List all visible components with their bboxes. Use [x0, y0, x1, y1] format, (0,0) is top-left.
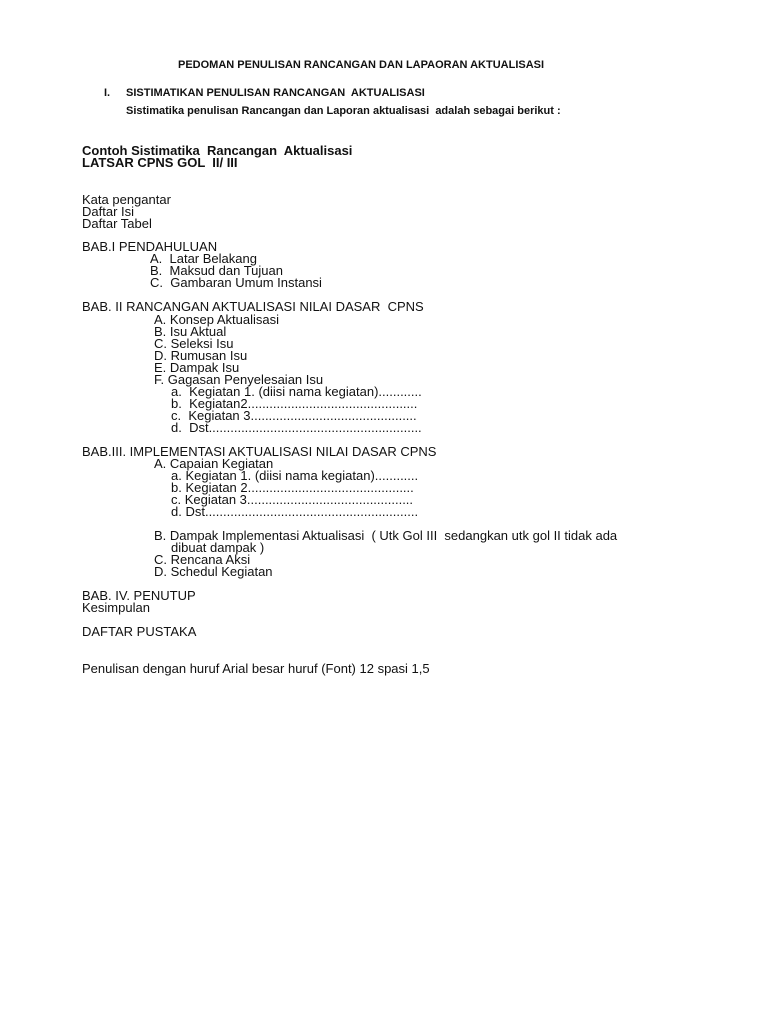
bab2-subitem: d. Dst...........................................................	[171, 420, 422, 435]
bab3-item-a: A. Capaian Kegiatan	[154, 456, 274, 471]
section-number: I.	[104, 87, 111, 99]
document-title: PEDOMAN PENULISAN RANCANGAN DAN LAPAORAN AKTUALISASI	[178, 59, 545, 71]
bab2-subitem: c. Kegiatan 3..............................................	[171, 408, 417, 423]
front-matter-item: Daftar Tabel	[82, 216, 152, 231]
bab2-title: BAB. II RANCANGAN AKTUALISASI NILAI DASAR CPNS	[82, 299, 424, 314]
section-heading: SISTIMATIKAN PENULISAN RANCANGAN AKTUALISASI	[126, 87, 425, 99]
bab2-item: C. Seleksi Isu	[154, 336, 234, 351]
bab3-title: BAB.III. IMPLEMENTASI AKTUALISASI NILAI DASAR CPNS	[82, 444, 437, 459]
footnote: Penulisan dengan huruf Arial besar huruf (Font) 12 spasi 1,5	[82, 661, 430, 676]
bab2-item: A. Konsep Aktualisasi	[154, 312, 280, 327]
bab1-item: C. Gambaran Umum Instansi	[150, 275, 322, 290]
front-matter-item: Kata pengantar	[82, 192, 171, 207]
example-title: Contoh Sistimatika Rancangan Aktualisasi	[82, 143, 353, 158]
bab3-subitem: a. Kegiatan 1. (diisi nama kegiatan)............	[171, 468, 419, 483]
bab1-item: A. Latar Belakang	[150, 251, 257, 266]
bab4-title: BAB. IV. PENUTUP	[82, 588, 196, 603]
bab2-item: B. Isu Aktual	[154, 324, 227, 339]
bab3-subitem: c. Kegiatan 3..............................................	[171, 492, 414, 507]
bab2-item: E. Dampak Isu	[154, 360, 240, 375]
example-subtitle: LATSAR CPNS GOL II/ III	[82, 155, 238, 170]
bab2-item: F. Gagasan Penyelesaian Isu	[154, 372, 324, 387]
bab4-item: Kesimpulan	[82, 600, 150, 615]
bab3-item: C. Rencana Aksi	[154, 552, 251, 567]
bab2-item: D. Rumusan Isu	[154, 348, 248, 363]
front-matter-item: Daftar Isi	[82, 204, 135, 219]
section-intro: Sistimatika penulisan Rancangan dan Laporan aktualisasi adalah sebagai berikut :	[126, 105, 561, 117]
bab2-subitem: a. Kegiatan 1. (diisi nama kegiatan)............	[171, 384, 422, 399]
bab3-item-b-continuation: dibuat dampak )	[171, 540, 265, 555]
daftar-pustaka: DAFTAR PUSTAKA	[82, 624, 197, 639]
bab3-subitem: d. Dst...........................................................	[171, 504, 419, 519]
bab2-subitem: b. Kegiatan2...............................................	[171, 396, 418, 411]
bab1-title: BAB.I PENDAHULUAN	[82, 239, 218, 254]
bab1-item: B. Maksud dan Tujuan	[150, 263, 283, 278]
bab3-item-b: B. Dampak Implementasi Aktualisasi ( Utk Gol III sedangkan utk gol II tidak ada	[154, 528, 618, 543]
bab3-item: D. Schedul Kegiatan	[154, 564, 273, 579]
bab3-subitem: b. Kegiatan 2..............................................	[171, 480, 414, 495]
